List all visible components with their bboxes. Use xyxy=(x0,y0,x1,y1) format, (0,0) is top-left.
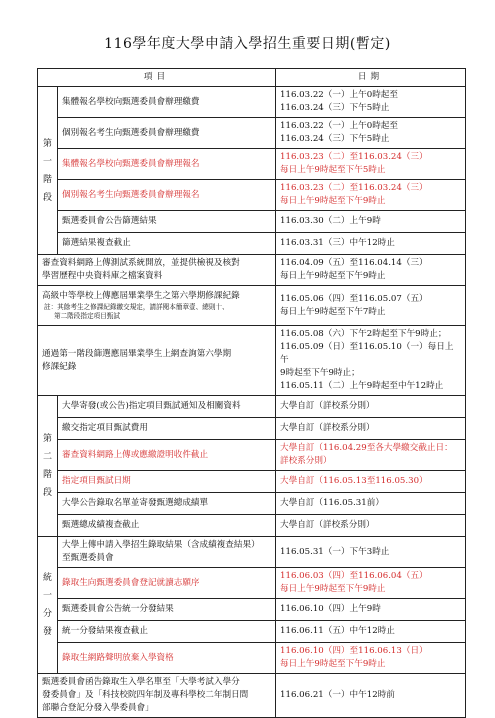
table-row xyxy=(38,537,466,568)
item-line: 學習歷程中央資料庫之檔案資料 xyxy=(42,271,163,281)
row-date xyxy=(276,326,466,396)
date-line: 大學自訂（116.04.29至各大學繳交截止日： xyxy=(280,443,453,453)
table-row xyxy=(38,418,466,440)
row-date xyxy=(276,255,466,286)
date-line: 116.05.09（日）至116.05.10（一）每日上午 xyxy=(280,342,454,365)
row-item: 大學寄發(或公告)指定項目甄試通知及相關資料 xyxy=(58,396,276,418)
date-line: 116.03.24（三）下午5時止 xyxy=(280,103,390,113)
date-line: 每日上午9時起至下午9時止 xyxy=(280,196,386,206)
date-line: 每日上午9時起至下午9時止 xyxy=(280,271,386,281)
row-item: 指定項目甄試日期 xyxy=(58,471,276,493)
row-date xyxy=(276,87,466,118)
row-date: 116.03.31（三）中午12時止 xyxy=(276,233,466,255)
row-item: 甄選委員會公告篩選結果 xyxy=(58,211,276,233)
table-row xyxy=(38,599,466,621)
row-item: 篩選結果複查截止 xyxy=(58,233,276,255)
row-item: 甄選委員會公告統一分發結果 xyxy=(58,599,276,621)
row-item: 統一分發結果複查截止 xyxy=(58,621,276,643)
row-date: 大學自訂（詳校系分則） xyxy=(276,515,466,537)
row-item xyxy=(38,286,276,326)
row-date: 大學自訂（116.05.31前） xyxy=(276,493,466,515)
date-line: 116.05.08（六）下午2時起至下午9時止； xyxy=(280,329,447,339)
table-row xyxy=(38,515,466,537)
header-date: 日期 xyxy=(276,69,466,87)
date-line: 116.03.23（二）至116.03.24（三） xyxy=(280,183,428,193)
row-item: 大學公告錄取名單並寄發甄選總成績單 xyxy=(58,493,276,515)
date-line: 每日上午9時起至下午9時止 xyxy=(280,659,386,669)
row-date: 116.06.10（四）上午9時 xyxy=(276,599,466,621)
date-line: 116.05.11（二）上午9時起至中午12時止 xyxy=(280,381,444,391)
date-line: 116.04.09（五）至116.04.14（三） xyxy=(280,258,428,268)
item-line: 通過第一階段篩選應屆畢業學生上網查詢第六學期 xyxy=(42,348,232,359)
row-date xyxy=(276,440,466,471)
row-item xyxy=(38,326,276,396)
date-line: 116.03.22（一）上午0時起至 xyxy=(280,90,398,100)
table-row xyxy=(38,471,466,493)
row-item: 甄選總成績複查截止 xyxy=(58,515,276,537)
date-line: 每日上午9時起至下午9時止 xyxy=(280,584,386,594)
phase2-label: 第二階段 xyxy=(42,434,52,498)
phase3-label: 統一分發 xyxy=(42,573,52,637)
row-item xyxy=(38,674,276,718)
row-item: 個別報名考生向甄選委員會辦理繳費 xyxy=(58,118,276,149)
item-line: 部聯合登記分發入學委員會」 xyxy=(42,703,154,713)
note-line: 第二階段指定項目甄試 xyxy=(54,312,120,320)
row-date: 116.03.30（二）上午9時 xyxy=(276,211,466,233)
table-header-row xyxy=(38,69,466,87)
table-row xyxy=(38,87,466,118)
item-line: 至甄選委員會 xyxy=(62,553,114,563)
phase2-label-cell xyxy=(38,396,58,537)
row-item: 錄取生網路聲明放棄入學資格 xyxy=(58,643,276,674)
table-row xyxy=(38,326,466,396)
row-date: 116.05.31（一）下午3時止 xyxy=(276,537,466,568)
table-row xyxy=(38,211,466,233)
date-line: 116.06.03（四）至116.06.04（五） xyxy=(280,571,428,581)
row-item: 個別報名考生向甄選委員會辦理報名 xyxy=(58,180,276,211)
row-date xyxy=(276,180,466,211)
row-date: 大學自訂（詳校系分則） xyxy=(276,418,466,440)
table-row xyxy=(38,396,466,418)
row-item: 繳交指定項目甄試費用 xyxy=(58,418,276,440)
row-date xyxy=(276,149,466,180)
row-item xyxy=(38,255,276,286)
phase3-label-cell xyxy=(38,537,58,674)
item-line: 修課紀錄 xyxy=(42,361,77,372)
table-row xyxy=(38,440,466,471)
date-line: 116.03.22（一）上午0時起至 xyxy=(280,121,398,131)
phase1-label-cell xyxy=(38,87,58,255)
date-line: 每日上午9時起至下午7時止 xyxy=(280,306,386,317)
schedule-table xyxy=(37,68,466,718)
date-line: 詳校系分則） xyxy=(280,456,332,466)
table-row xyxy=(38,286,466,326)
row-date xyxy=(276,118,466,149)
item-line: 甄選委員會函告錄取生入學名單至「大學考試入學分 xyxy=(42,677,240,687)
row-item: 審查資料網路上傳或應繳證明收件截止 xyxy=(58,440,276,471)
item-line: 審查資料網路上傳測試系統開放，並提供檢視及核對 xyxy=(42,258,240,268)
row-date: 大學自訂（詳校系分則） xyxy=(276,396,466,418)
header-item: 項目 xyxy=(38,69,276,87)
table-row xyxy=(38,180,466,211)
date-line: 每日上午9時起至下午5時止 xyxy=(280,165,386,175)
table-row xyxy=(38,149,466,180)
row-date: 116.06.11（五）中午12時止 xyxy=(276,621,466,643)
note-line: 註：其餘考生之修課紀錄繳交規定，請詳閱本簡章壹、總則十、 xyxy=(44,303,229,311)
item-line: 高級中等學校上傳應屆畢業學生之第六學期修課紀錄 xyxy=(42,291,240,301)
table-row xyxy=(38,118,466,149)
table-row xyxy=(38,621,466,643)
table-row xyxy=(38,255,466,286)
item-line: 發委員會」及「科技校院四年制及專科學校二年制日間 xyxy=(42,690,249,700)
table-row xyxy=(38,568,466,599)
row-item: 錄取生向甄選委員會登記就讀志願序 xyxy=(58,568,276,599)
row-item xyxy=(58,537,276,568)
row-item: 集體報名學校向甄選委員會辦理報名 xyxy=(58,149,276,180)
phase1-label: 第一階段 xyxy=(42,138,52,203)
date-line: 116.03.23（二）至116.03.24（三） xyxy=(280,152,428,162)
table-row xyxy=(38,643,466,674)
date-line: 116.03.24（三）下午5時止 xyxy=(280,134,390,144)
page-title: 116學年度大學申請入學招生重要日期(暫定) xyxy=(104,36,391,52)
table-row xyxy=(38,233,466,255)
row-date xyxy=(276,568,466,599)
table-row xyxy=(38,493,466,515)
date-line: 116.05.06（四）至116.05.07（五） xyxy=(280,293,428,304)
date-line: 9時起至下午9時止； xyxy=(280,368,360,378)
table-row xyxy=(38,674,466,718)
item-line: 大學上傳申請入學招生錄取結果（含成績複查結果） xyxy=(62,540,260,550)
row-date xyxy=(276,643,466,674)
date-line: 116.06.10（四）至116.06.13（日） xyxy=(280,646,428,656)
row-date: 116.06.21（一）中午12時前 xyxy=(276,674,466,718)
row-item: 集體報名學校向甄選委員會辦理繳費 xyxy=(58,87,276,118)
row-date xyxy=(276,286,466,326)
row-date: 大學自訂（116.05.13至116.05.30） xyxy=(276,471,466,493)
